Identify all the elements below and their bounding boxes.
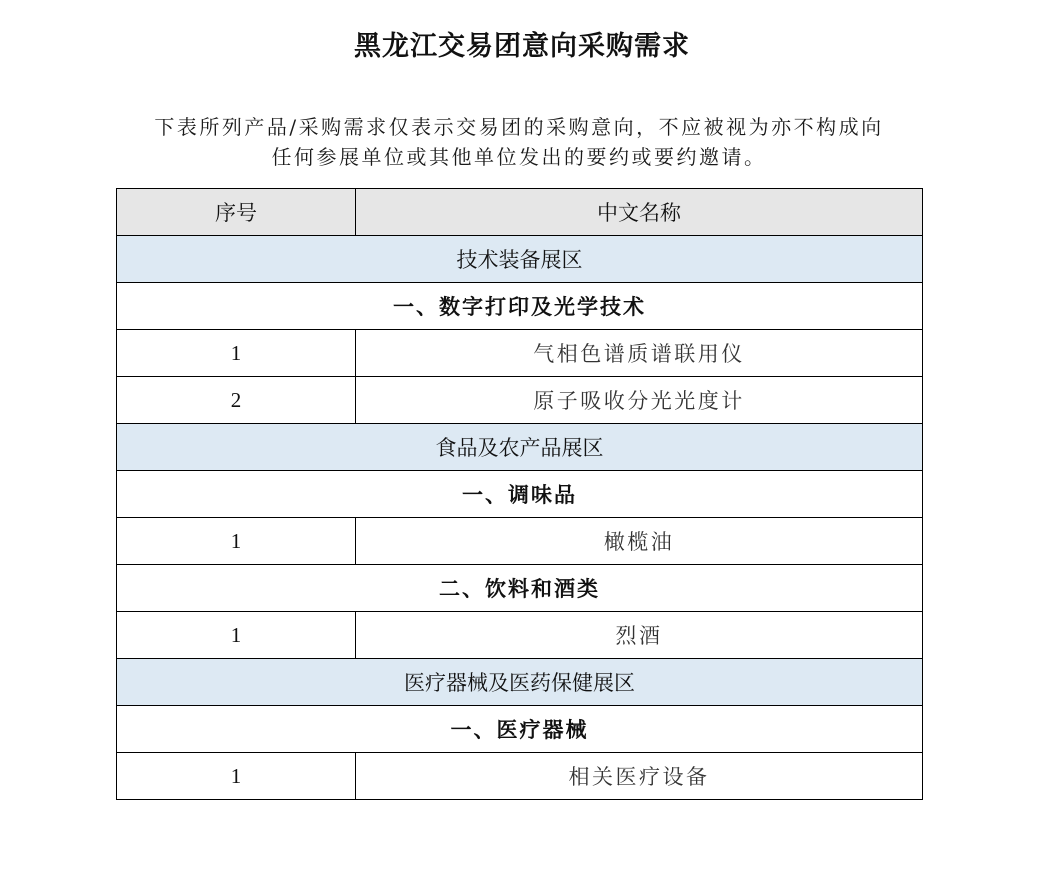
table-header-row	[117, 189, 923, 236]
item-number: 1	[117, 518, 356, 565]
item-name: 烈酒	[356, 612, 923, 659]
category-label: 二、饮料和酒类	[117, 565, 923, 612]
zone-label: 医疗器械及医药保健展区	[117, 659, 923, 706]
header-serial-number: 序号	[117, 189, 356, 236]
disclaimer-notice	[118, 112, 920, 172]
zone-row	[117, 659, 923, 706]
item-name: 原子吸收分光光度计	[356, 377, 923, 424]
zone-row	[117, 424, 923, 471]
table-row	[117, 377, 923, 424]
table-row	[117, 330, 923, 377]
item-number: 1	[117, 753, 356, 800]
document-title: 黑龙江交易团意向采购需求	[354, 31, 690, 62]
table-row	[117, 518, 923, 565]
category-row	[117, 471, 923, 518]
header-chinese-name: 中文名称	[356, 189, 923, 236]
category-row	[117, 283, 923, 330]
disclaimer-line-1: 下表所列产品/采购需求仅表示交易团的采购意向，不应被视为亦不构成向	[154, 115, 884, 139]
disclaimer-line-2: 任何参展单位或其他单位发出的要约或要约邀请。	[271, 145, 767, 169]
item-number: 2	[117, 377, 356, 424]
zone-label: 技术装备展区	[117, 236, 923, 283]
item-number: 1	[117, 612, 356, 659]
category-label: 一、数字打印及光学技术	[117, 283, 923, 330]
table-row	[117, 753, 923, 800]
item-number: 1	[117, 330, 356, 377]
table-row	[117, 612, 923, 659]
item-name: 橄榄油	[356, 518, 923, 565]
item-name: 气相色谱质谱联用仪	[356, 330, 923, 377]
category-row	[117, 706, 923, 753]
zone-row	[117, 236, 923, 283]
item-name: 相关医疗设备	[356, 753, 923, 800]
zone-label: 食品及农产品展区	[117, 424, 923, 471]
category-row	[117, 565, 923, 612]
category-label: 一、医疗器械	[117, 706, 923, 753]
category-label: 一、调味品	[117, 471, 923, 518]
procurement-table	[116, 188, 923, 800]
